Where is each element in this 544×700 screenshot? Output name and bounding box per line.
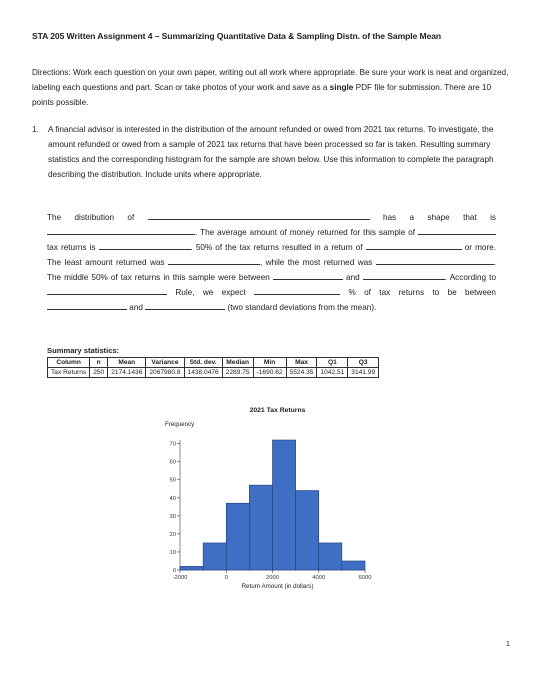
table-row [48, 368, 379, 378]
y-tick-label: 10 [169, 549, 176, 556]
summary-statistics-table [47, 357, 379, 378]
table-cell: -1690.62 [253, 368, 286, 378]
x-tick-label: 0 [224, 575, 228, 581]
x-tick-label: 6000 [358, 575, 372, 581]
y-tick-label: 50 [169, 477, 176, 484]
page-number: 1 [506, 641, 510, 648]
blank-upper-bound [145, 300, 225, 310]
directions-suffix: PDF file for submission. There are 10 points possible. [32, 83, 492, 107]
blank-q1 [273, 270, 343, 280]
paragraph-text: . 50% of the tax returns resulted in a return of [190, 243, 363, 252]
paragraph-text: Rule, we expect [175, 288, 246, 297]
paragraph-text: . The average amount of money returned for this sample of [195, 228, 416, 237]
histogram-bar [273, 440, 296, 570]
table-header-cell: Min [253, 358, 286, 368]
paragraph-text: . The middle 50% of tax returns in this sample were between [47, 258, 496, 282]
table-cell: 250 [90, 368, 108, 378]
paragraph-text: has a shape that is [382, 213, 496, 222]
document-title: STA 205 Written Assignment 4 – Summarizing Quantitative Data & Sampling Distn. of the Sample Mean [32, 31, 442, 41]
blank-percent [254, 285, 340, 295]
blank-lower-bound [47, 300, 127, 310]
table-header-cell: Median [222, 358, 253, 368]
y-tick-label: 60 [169, 459, 176, 466]
histogram-bar [180, 566, 203, 570]
x-tick-label: 2000 [266, 575, 279, 581]
y-tick-label: 0 [172, 568, 176, 574]
paragraph-text: , while the most returned was [259, 258, 373, 267]
paragraph-text: (two standard deviations from the mean). [227, 303, 377, 312]
paragraph-text: or more. The least amount returned was [47, 243, 496, 267]
fill-in-paragraph [47, 210, 496, 315]
blank-sample-size [418, 225, 496, 235]
blank-variable [148, 210, 370, 220]
chart-title: 2021 Tax Returns [249, 407, 306, 414]
table-header-cell: Q1 [317, 358, 348, 368]
directions-prefix: Directions: Work each question on your own paper, writing out all work where appropriate. Be sure your work is neat and organized, labeling each questions and part. Scan or take photos of your work and save as a [32, 68, 509, 92]
table-header-row [48, 358, 379, 368]
question-number: 1. [32, 125, 39, 134]
histogram-bar [319, 543, 342, 570]
histogram-bar [296, 491, 319, 570]
directions-text [32, 65, 512, 110]
blank-min [168, 255, 260, 265]
blank-mean [99, 240, 191, 250]
table-header-cell: Std. dev. [184, 358, 222, 368]
blank-max [376, 255, 494, 265]
x-axis-label: Return Amount (in dollars) [241, 583, 314, 590]
y-tick-label: 40 [169, 495, 176, 502]
table-cell: 5524.35 [286, 368, 317, 378]
histogram-bar [342, 561, 365, 570]
histogram-bar [226, 503, 249, 570]
y-tick-label: 70 [169, 441, 176, 448]
paragraph-text: and [346, 273, 360, 282]
question-text: A financial advisor is interested in the distribution of the amount refunded or owed from 2021 tax returns. To investigate, the amount refunded or owed from a sample of 2021 tax returns that have been processed so far is taken. Resulting summary statistics and the corresponding histogram for the sample are shown below. Use this information to complete the paragraph describing the distribution. Include units where appropriate. [48, 125, 494, 179]
table-cell: 2174.1436 [108, 368, 146, 378]
table-header-cell: n [90, 358, 108, 368]
histogram-chart [160, 400, 380, 600]
y-axis-label: Frequency [165, 421, 195, 428]
table-cell: 3141.99 [348, 368, 379, 378]
summary-statistics-label: Summary statistics: [47, 346, 120, 355]
table-cell: 2067980.8 [146, 368, 184, 378]
blank-rule-name [47, 285, 167, 295]
table-cell: Tax Returns [48, 368, 90, 378]
x-tick-label: -2000 [172, 575, 188, 581]
directions-bold: single [329, 83, 354, 92]
blank-median [366, 240, 462, 250]
question-1 [32, 122, 512, 182]
blank-q3 [363, 270, 445, 280]
y-tick-label: 20 [169, 531, 176, 538]
table-header-cell: Column [48, 358, 90, 368]
histogram-bar [203, 543, 226, 570]
paragraph-text: The distribution of [47, 213, 135, 222]
table-header-cell: Max [286, 358, 317, 368]
x-tick-label: 4000 [312, 575, 326, 581]
table-header-cell: Q3 [348, 358, 379, 368]
y-tick-label: 30 [169, 513, 176, 520]
paragraph-text: and [129, 303, 143, 312]
table-header-cell: Variance [146, 358, 184, 368]
blank-shape [47, 225, 195, 235]
paragraph-text: . According to [444, 273, 497, 282]
table-cell: 1438.0476 [184, 368, 222, 378]
table-cell: 1042.51 [317, 368, 348, 378]
table-cell: 2289.75 [222, 368, 253, 378]
histogram-bar [249, 485, 272, 570]
paragraph-text: tax returns is [47, 243, 96, 252]
table-header-cell: Mean [108, 358, 146, 368]
paragraph-text: % of tax returns to be between [348, 288, 496, 297]
